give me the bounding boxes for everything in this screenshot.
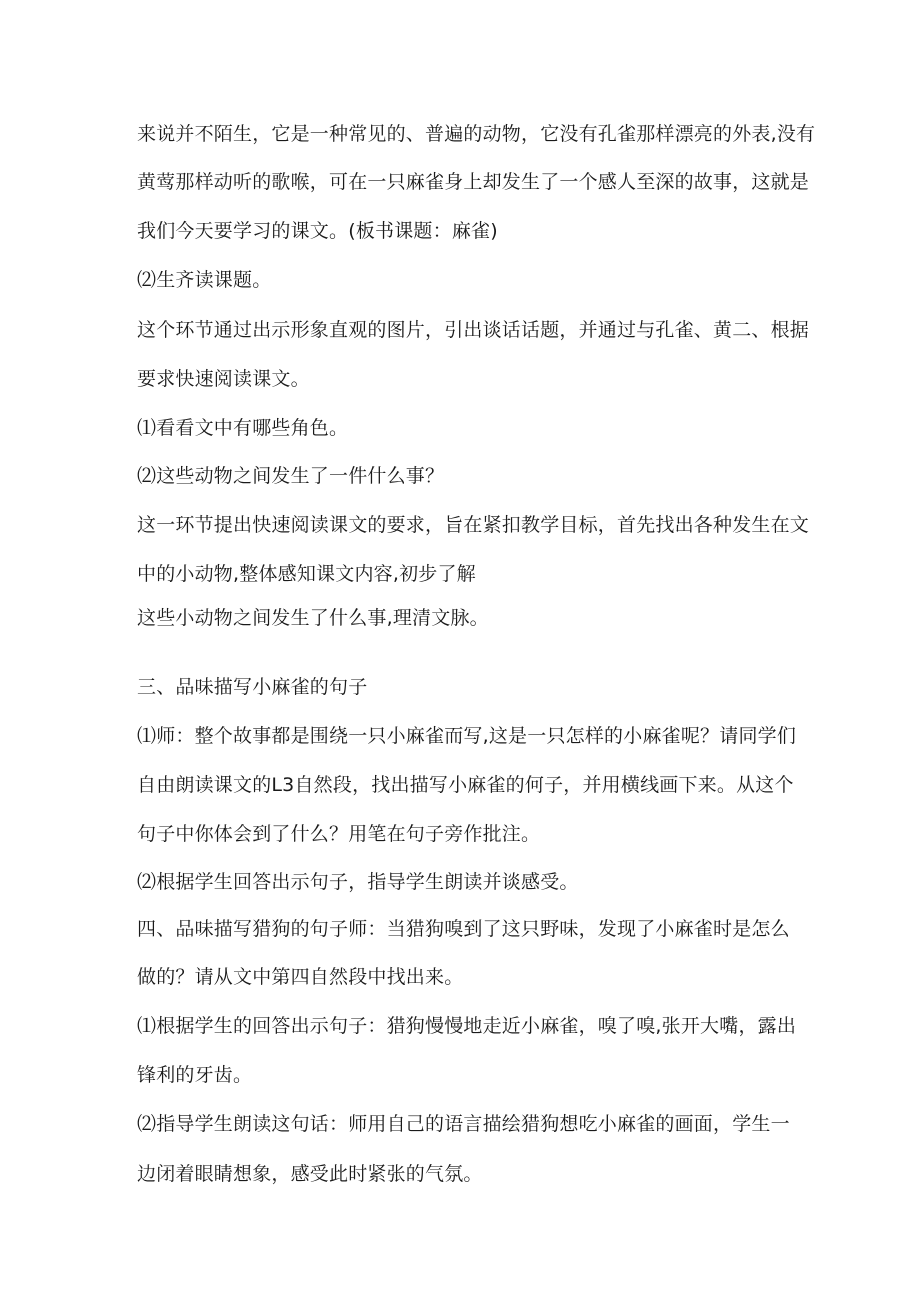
text-line: ⑵生齐读课题。 xyxy=(137,269,272,291)
text-line: 这些小动物之间发生了什么事,理清文脉。 xyxy=(137,607,489,629)
text-line: ⑵这些动物之间发生了一件什么事？ xyxy=(137,465,445,487)
text-line: 这个环节通过出示形象直观的图片，引出谈话话题，并通过与孔雀、黄二、根据 xyxy=(137,319,810,341)
section-heading: 四、品味描写猎狗的句子师：当猎狗嗅到了这只野味，发现了小麻雀时是怎么 xyxy=(137,918,790,940)
text-line: 要求快速阅读课文。 xyxy=(137,368,310,390)
text-line: ⑵根据学生回答出示句子，指导学生朗读并谈感受。 xyxy=(137,871,579,893)
text-line: 句子中你体会到了什么？用笔在句子旁作批注。 xyxy=(137,823,541,845)
text-line: 黄莺那样动听的歌喉，可在一只麻雀身上却发生了一个感人至深的故事，这就是 xyxy=(137,171,810,193)
text-line: 这一环节提出快速阅读课文的要求，旨在紧扣教学目标，首先找出各种发生在文 xyxy=(137,514,810,536)
text-line: 自由朗读课文的L3自然段，找出描写小麻雀的何子，并用横线画下来。从这个 xyxy=(137,774,794,796)
text-line: 中的小动物,整体感知课文内容,初步了解 xyxy=(137,563,476,585)
text-line: ⑴师：整个故事都是围绕一只小麻雀而写,这是一只怎样的小麻雀呢？请同学们 xyxy=(137,725,797,747)
text-line: 边闭着眼睛想象，感受此时紧张的气氛。 xyxy=(137,1163,483,1185)
text-line: ⑴看看文中有哪些角色。 xyxy=(137,417,349,439)
text-line: ⑴根据学生的回答出示句子：猎狗慢慢地走近小麻雀，嗅了嗅,张开大嘴，露出 xyxy=(137,1015,797,1037)
text-line: 做的？请从文中第四自然段中找出来。 xyxy=(137,966,464,988)
text-line: ⑵指导学生朗读这句话：师用自己的语言描绘猎狗想吃小麻雀的画面，学生一 xyxy=(137,1113,790,1135)
section-heading: 三、品味描写小麻雀的句子 xyxy=(137,676,368,698)
text-line: 来说并不陌生，它是一种常见的、普遍的动物，它没有孔雀那样漂亮的外表,没有 xyxy=(137,123,816,145)
text-line: 锋利的牙齿。 xyxy=(137,1064,253,1086)
text-line: 我们今天要学习的课文。(板书课题：麻雀) xyxy=(137,220,498,242)
